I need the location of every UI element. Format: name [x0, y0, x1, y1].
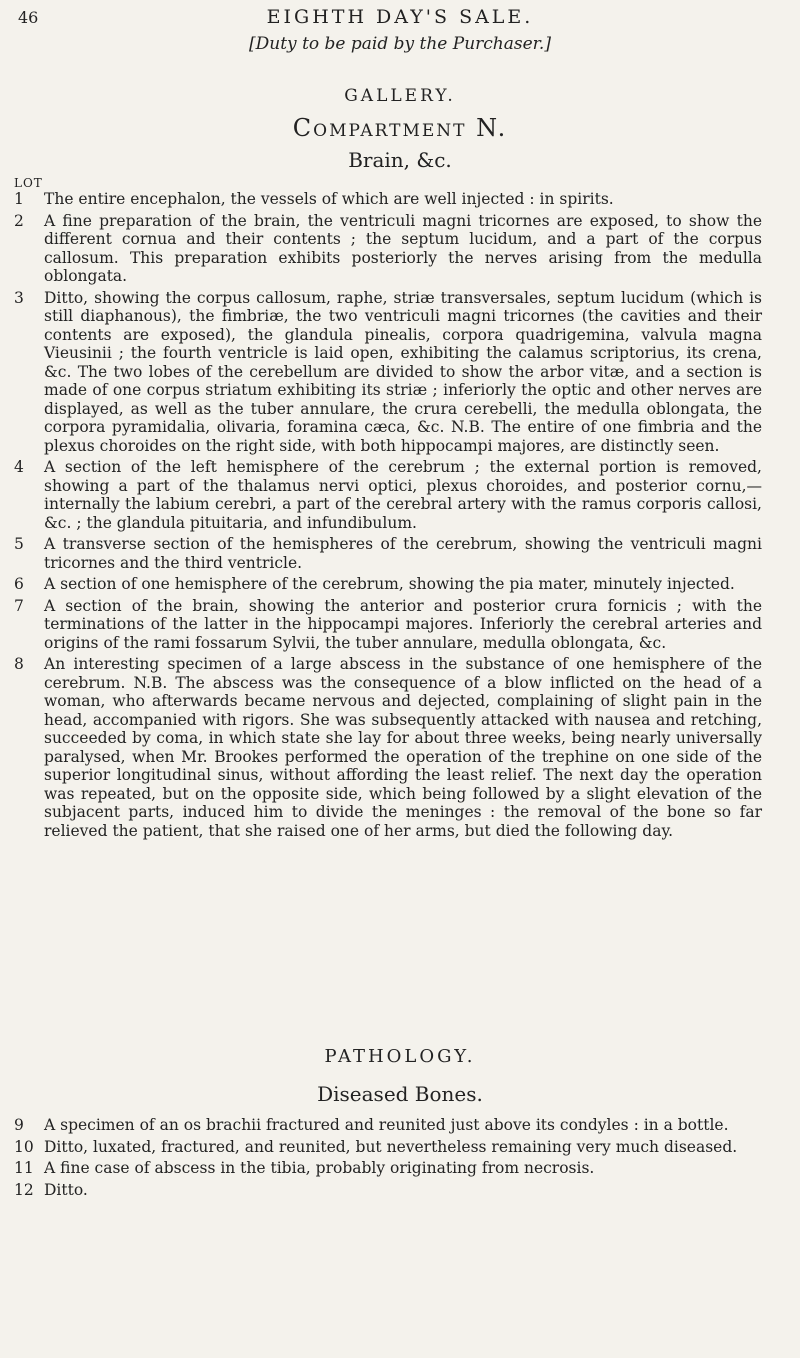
lot-description: A section of the left hemisphere of the cerebrum ; the external portion is removed, showing a part of the thalamus nervi optici, plexus choroides, and posterior cornu,—internally the labium cerebri, a part of the cerebral artery with the ramus corporis callosi, &c. ; the glandula pituitaria, and infundibulum.	[44, 458, 762, 532]
lot-description: Ditto, luxated, fractured, and reunited, but nevertheless remaining very much diseased.	[44, 1137, 738, 1156]
lot-description: A fine case of abscess in the tibia, probably originating from necrosis.	[44, 1159, 595, 1177]
lot-number: 6	[14, 575, 24, 593]
lot-number: 4	[14, 458, 24, 476]
lot-entry	[0, 535, 800, 572]
lot-list-gallery	[0, 190, 800, 843]
lot-number: 10	[14, 1137, 34, 1156]
lot-column-label: LOT	[14, 176, 43, 190]
lot-number: 7	[14, 596, 24, 615]
lot-description: A transverse section of the hemispheres of the cerebrum, showing the ventriculi magni tricornes and the third ventricle.	[44, 535, 762, 572]
lot-entry	[0, 190, 800, 209]
lot-description: Ditto.	[44, 1180, 88, 1199]
section-subtitle-brain: Brain, &c.	[348, 148, 452, 172]
section-title-gallery: GALLERY.	[344, 86, 456, 106]
lot-number: 5	[14, 535, 24, 553]
lot-description: Ditto, showing the corpus callosum, raphe, striæ transversales, septum lucidum (which is still diaphanous), the fimbriæ, the two ventriculi magni tricornes (the cavities and their contents are exposed), the glandula pinealis, corpora quadrigemina, valvula magna Vieusinii ; the fourth ventricle is laid open, exhibiting the calamus scriptorius, its crena, &c. The two lobes of the cerebellum are divided to show the arbor vitæ, and a section is made of one corpus striatum exhibiting its striæ ; inferiorly the optic and other nerves are displayed, as well as the tuber annulare, the crura cerebelli, the medulla oblongata, the corpora pyramidalia, olivaria, foramina cæca, &c. N.B. The entire of one fimbria and the plexus choroides on the right side, with both hippocampi majores, are distinctly seen.	[44, 288, 762, 455]
page-header: EIGHTH DAY'S SALE.	[266, 6, 534, 28]
lot-number: 11	[14, 1159, 34, 1177]
lot-description: A fine preparation of the brain, the ventriculi magni tricornes are exposed, to show the different cornua and their contents ; the septum lucidum, and a part of the corpus callosum. This preparation exhibits posteriorly the nerves arising from the medulla oblongata.	[44, 211, 762, 285]
section-subtitle-diseased-bones: Diseased Bones.	[317, 1082, 483, 1106]
lot-entry	[0, 575, 800, 594]
lot-entry	[0, 458, 800, 532]
lot-entry	[0, 289, 800, 456]
section-title-pathology: PATHOLOGY.	[324, 1046, 476, 1067]
lot-description: The entire encephalon, the vessels of which are well injected : in spirits.	[44, 190, 614, 208]
lot-number: 1	[14, 190, 24, 208]
lot-entry	[0, 1159, 800, 1178]
lot-entry	[0, 1138, 800, 1157]
lot-description: A specimen of an os brachii fractured and reunited just above its condyles : in a bottle.	[44, 1116, 729, 1134]
lot-number: 3	[14, 288, 24, 307]
lot-entry	[0, 212, 800, 286]
lot-entry	[0, 1181, 800, 1200]
lot-entry	[0, 655, 800, 840]
lot-description: A section of the brain, showing the anterior and posterior crura fornicis ; with the terminations of the latter in the hippocampi majores. Inferiorly the cerebral arteries and origins of the rami fossarum Sylvii, the tuber annulare, medulla oblongata, &c.	[44, 596, 762, 652]
compartment-heading: Compartment N.	[292, 114, 508, 142]
lot-description: A section of one hemisphere of the cerebrum, showing the pia mater, minutely injected.	[44, 575, 735, 593]
lot-number: 12	[14, 1180, 34, 1199]
page-number: 46	[18, 8, 39, 27]
lot-description: An interesting specimen of a large abscess in the substance of one hemisphere of the cerebrum. N.B. The abscess was the consequence of a blow inflicted on the head of a woman, who afterwards became nervous and dejected, complaining of slight pain in the head, accompanied with rigors. She was subsequently attacked with nausea and retching, succeeded by coma, in which state she lay for about three weeks, being nearly universally paralysed, when Mr. Brookes performed the operation of the trephine on one side of the superior longitudinal sinus, without affording the least relief. The next day the operation was repeated, but on the opposite side, which being followed by a slight elevation of the subjacent parts, induced him to divide the meninges : the removal of the bone so far relieved the patient, that she raised one of her arms, but died the following day.	[44, 655, 762, 840]
lot-number: 2	[14, 211, 24, 230]
lot-number: 8	[14, 655, 24, 673]
lot-entry	[0, 1116, 800, 1135]
lot-number: 9	[14, 1116, 24, 1134]
lot-entry	[0, 597, 800, 653]
page-subheader: [Duty to be paid by the Purchaser.]	[249, 34, 551, 54]
lot-list-pathology	[0, 1116, 800, 1202]
